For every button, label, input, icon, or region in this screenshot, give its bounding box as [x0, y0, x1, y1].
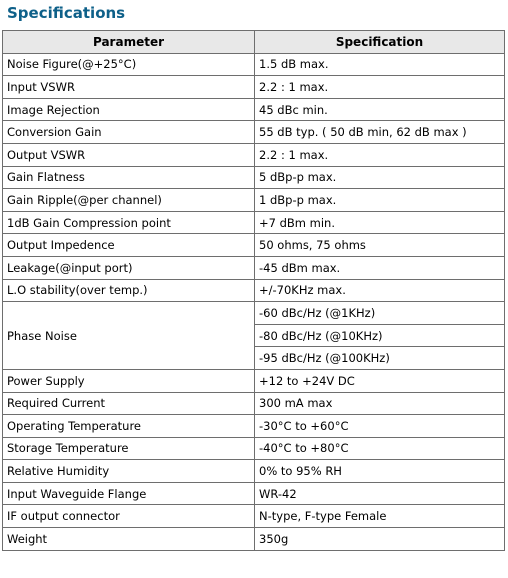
specifications-table: [2, 30, 505, 551]
table-row: [3, 234, 505, 257]
table-row: [3, 98, 505, 121]
parameter-cell: Conversion Gain: [3, 121, 255, 144]
table-row: [3, 143, 505, 166]
parameter-cell: Gain Flatness: [3, 166, 255, 189]
specification-cell: -45 dBm max.: [255, 256, 505, 279]
table-row: [3, 211, 505, 234]
parameter-cell: Noise Figure(@+25°C): [3, 53, 255, 76]
page-title: Specifications: [7, 4, 126, 22]
parameter-cell: Output VSWR: [3, 143, 255, 166]
parameter-cell: Relative Humidity: [3, 460, 255, 483]
specification-cell: 1 dBp-p max.: [255, 189, 505, 212]
parameter-cell: L.O stability(over temp.): [3, 279, 255, 302]
table-row: [3, 460, 505, 483]
specification-cell: WR-42: [255, 482, 505, 505]
specification-cell: 45 dBc min.: [255, 98, 505, 121]
specification-cell: -60 dBc/Hz (@1KHz): [255, 302, 505, 325]
parameter-cell: Output Impedence: [3, 234, 255, 257]
specification-cell: 0% to 95% RH: [255, 460, 505, 483]
table-row: [3, 482, 505, 505]
parameter-cell: IF output connector: [3, 505, 255, 528]
table-row: [3, 121, 505, 144]
specification-cell: 300 mA max: [255, 392, 505, 415]
table-row: [3, 415, 505, 438]
table-row: [3, 76, 505, 99]
specification-cell: 1.5 dB max.: [255, 53, 505, 76]
table-row: [3, 369, 505, 392]
specification-cell: -40°C to +80°C: [255, 437, 505, 460]
specification-cell: 5 dBp-p max.: [255, 166, 505, 189]
parameter-cell: Leakage(@input port): [3, 256, 255, 279]
parameter-cell: Input VSWR: [3, 76, 255, 99]
specification-cell: 2.2 : 1 max.: [255, 76, 505, 99]
specification-cell: -30°C to +60°C: [255, 415, 505, 438]
column-header-specification: Specification: [255, 31, 505, 54]
parameter-cell: Power Supply: [3, 369, 255, 392]
specification-cell: 55 dB typ. ( 50 dB min, 62 dB max ): [255, 121, 505, 144]
table-header-row: [3, 31, 505, 54]
specification-cell: 350g: [255, 528, 505, 551]
table-row: [3, 392, 505, 415]
specification-cell: 2.2 : 1 max.: [255, 143, 505, 166]
parameter-cell: Storage Temperature: [3, 437, 255, 460]
specification-cell: -95 dBc/Hz (@100KHz): [255, 347, 505, 370]
column-header-parameter: Parameter: [3, 31, 255, 54]
specification-cell: +7 dBm min.: [255, 211, 505, 234]
specification-cell: -80 dBc/Hz (@10KHz): [255, 324, 505, 347]
parameter-cell: 1dB Gain Compression point: [3, 211, 255, 234]
parameter-cell: Image Rejection: [3, 98, 255, 121]
table-row: [3, 189, 505, 212]
parameter-cell: Input Waveguide Flange: [3, 482, 255, 505]
table-row: [3, 166, 505, 189]
table-row: [3, 279, 505, 302]
parameter-cell: Gain Ripple(@per channel): [3, 189, 255, 212]
parameter-cell: Required Current: [3, 392, 255, 415]
parameter-cell: Operating Temperature: [3, 415, 255, 438]
table-row: [3, 528, 505, 551]
specification-cell: 50 ohms, 75 ohms: [255, 234, 505, 257]
table-row: [3, 256, 505, 279]
table-row: [3, 437, 505, 460]
parameter-cell-phase-noise: Phase Noise: [3, 302, 255, 370]
specification-cell: +/-70KHz max.: [255, 279, 505, 302]
specification-cell: +12 to +24V DC: [255, 369, 505, 392]
parameter-cell: Weight: [3, 528, 255, 551]
table-row: [3, 505, 505, 528]
specification-cell: N-type, F-type Female: [255, 505, 505, 528]
table-row: [3, 53, 505, 76]
table-row: [3, 302, 505, 325]
